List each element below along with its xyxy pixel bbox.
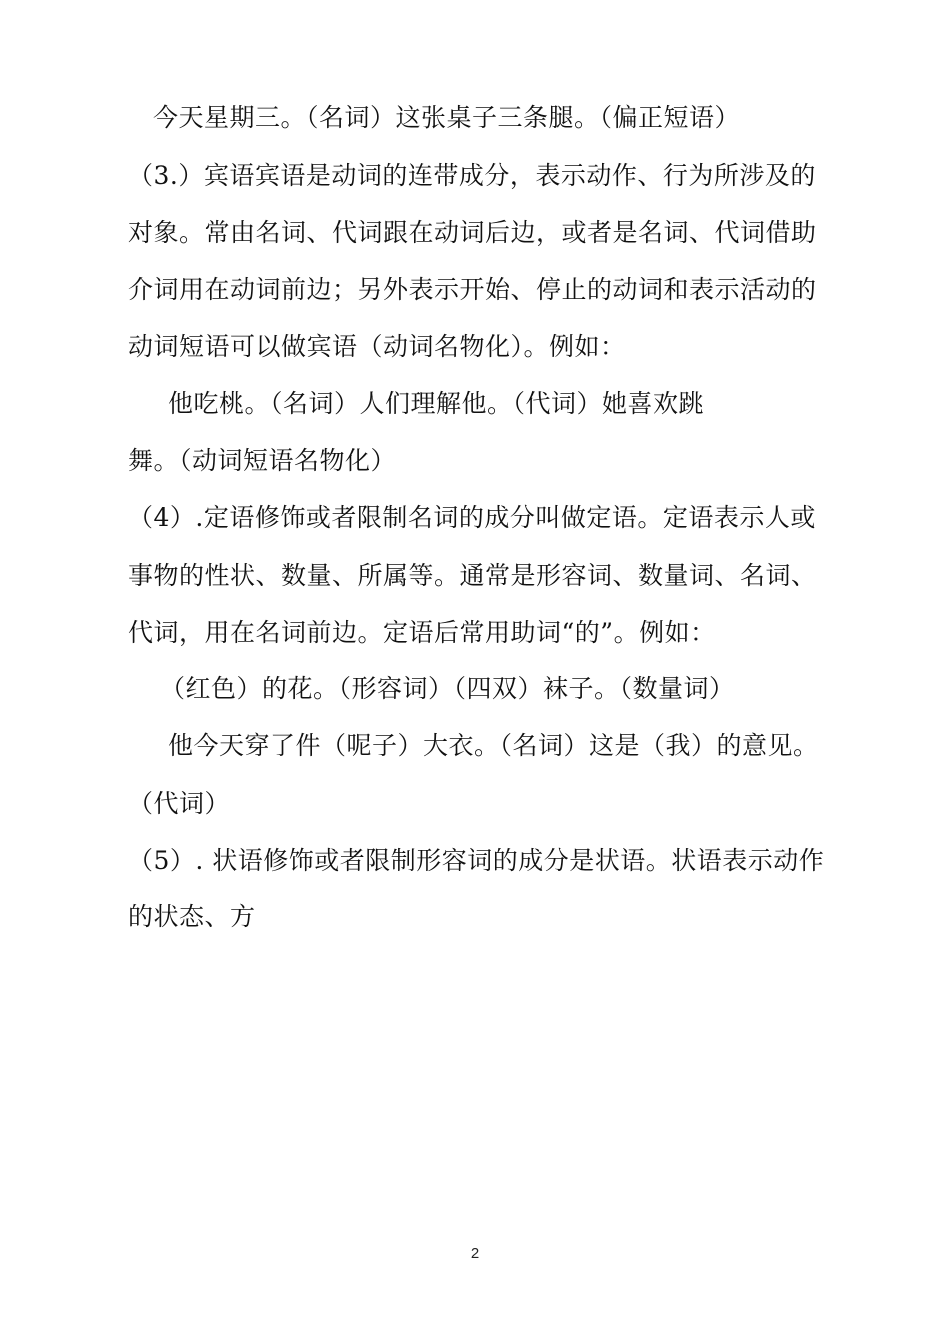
text-line-4: 介词用在动词前边；另外表示开始、停止的动词和表示活动的: [128, 275, 817, 304]
text-line-3: 对象。常由名词、代词跟在动词后边，或者是名词、代词借助: [128, 218, 817, 247]
text-line-9: 事物的性状、数量、所属等。通常是形容词、数量词、名词、: [128, 561, 817, 590]
text-line-10: 代词，用在名词前边。定语后常用助词“的”。例如：: [128, 618, 716, 647]
text-line-5: 动词短语可以做宾语（动词名物化）。例如：: [128, 332, 626, 361]
text-line-1: 今天星期三。（名词）这张桌子三条腿。（偏正短语）: [153, 103, 741, 132]
text-line-11: （红色）的花。（形容词）（四双）袜子。（数量词）: [160, 674, 735, 703]
text-line-6: 他吃桃。（名词）人们理解他。（代词）她喜欢跳: [168, 389, 705, 418]
text-line-13: （代词）: [128, 789, 231, 818]
text-line-12: 他今天穿了件（呢子）大衣。（名词）这是（我）的意见。: [168, 731, 819, 760]
text-line-8: （4）.定语修饰或者限制名词的成分叫做定语。定语表示人或: [128, 503, 816, 532]
text-line-7: 舞。（动词短语名物化）: [128, 446, 397, 475]
text-line-2: （3.）宾语宾语是动词的连带成分，表示动作、行为所涉及的: [128, 161, 816, 190]
page-number: 2: [470, 1245, 480, 1262]
text-line-14: （5）. 状语修饰或者限制形容词的成分是状语。状语表示动作: [128, 846, 825, 875]
text-line-15: 的状态、方: [128, 902, 256, 931]
